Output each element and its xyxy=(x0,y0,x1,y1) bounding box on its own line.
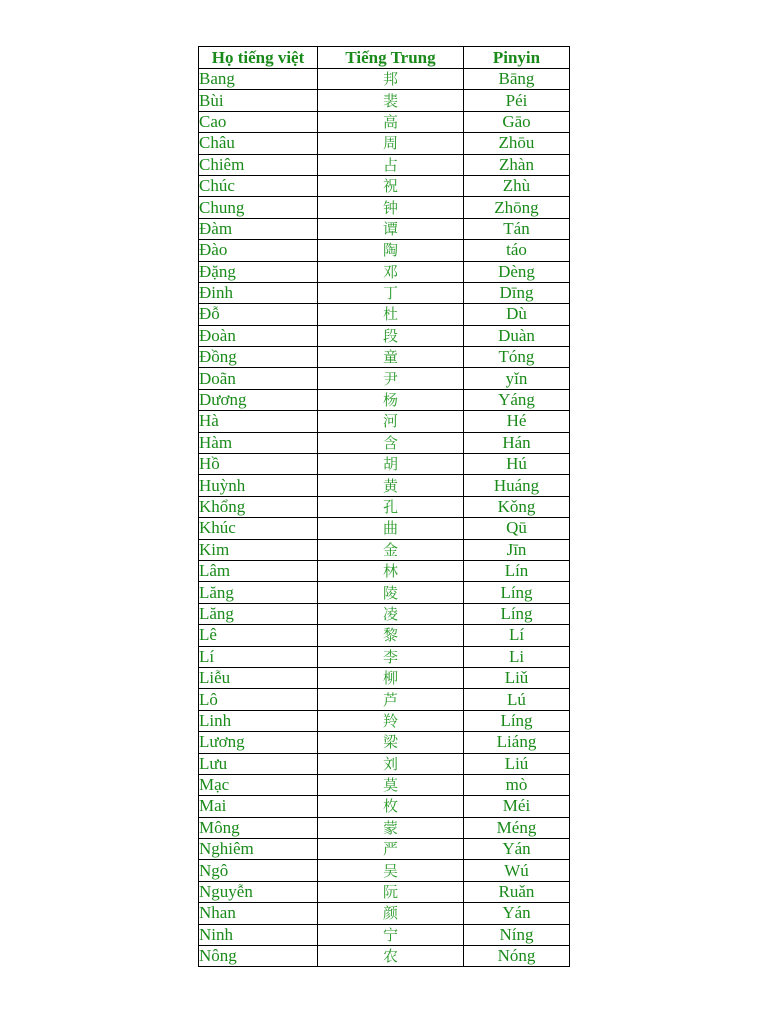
table-row xyxy=(199,839,570,860)
cell-chinese-char: 严 xyxy=(318,839,464,860)
cell-viet-name: Lâm xyxy=(199,560,318,581)
cell-pinyin: Méi xyxy=(464,796,570,817)
cell-viet-name: Cao xyxy=(199,111,318,132)
cell-chinese-char: 祝 xyxy=(318,175,464,196)
surname-table xyxy=(198,46,570,967)
table-row xyxy=(199,411,570,432)
table-row xyxy=(199,133,570,154)
cell-chinese-char: 丁 xyxy=(318,282,464,303)
cell-pinyin: Níng xyxy=(464,924,570,945)
cell-pinyin: Líng xyxy=(464,710,570,731)
cell-pinyin: Líng xyxy=(464,603,570,624)
table-body xyxy=(199,69,570,967)
table-row xyxy=(199,689,570,710)
cell-viet-name: Mạc xyxy=(199,774,318,795)
table-row xyxy=(199,475,570,496)
cell-pinyin: Lín xyxy=(464,560,570,581)
table-row xyxy=(199,389,570,410)
header-pinyin: Pinyin xyxy=(464,47,570,69)
table-row xyxy=(199,539,570,560)
cell-chinese-char: 邓 xyxy=(318,261,464,282)
cell-chinese-char: 林 xyxy=(318,560,464,581)
cell-chinese-char: 谭 xyxy=(318,218,464,239)
cell-viet-name: Lê xyxy=(199,625,318,646)
cell-chinese-char: 黄 xyxy=(318,475,464,496)
cell-viet-name: Mông xyxy=(199,817,318,838)
table-row xyxy=(199,582,570,603)
cell-viet-name: Hồ xyxy=(199,454,318,475)
cell-viet-name: Huỳnh xyxy=(199,475,318,496)
cell-chinese-char: 颜 xyxy=(318,903,464,924)
cell-pinyin: Zhōu xyxy=(464,133,570,154)
cell-viet-name: Liễu xyxy=(199,667,318,688)
cell-viet-name: Châu xyxy=(199,133,318,154)
cell-chinese-char: 宁 xyxy=(318,924,464,945)
cell-viet-name: Lí xyxy=(199,646,318,667)
cell-chinese-char: 裴 xyxy=(318,90,464,111)
cell-viet-name: Đỗ xyxy=(199,304,318,325)
cell-viet-name: Ngô xyxy=(199,860,318,881)
table-row xyxy=(199,304,570,325)
table-row xyxy=(199,753,570,774)
cell-viet-name: Nghiêm xyxy=(199,839,318,860)
cell-chinese-char: 孔 xyxy=(318,496,464,517)
table-row xyxy=(199,625,570,646)
cell-viet-name: Doãn xyxy=(199,368,318,389)
cell-viet-name: Đặng xyxy=(199,261,318,282)
table-row xyxy=(199,432,570,453)
table-row xyxy=(199,282,570,303)
cell-viet-name: Chiêm xyxy=(199,154,318,175)
cell-chinese-char: 胡 xyxy=(318,454,464,475)
cell-viet-name: Nhan xyxy=(199,903,318,924)
header-viet: Họ tiếng việt xyxy=(199,47,318,69)
cell-chinese-char: 杜 xyxy=(318,304,464,325)
table-row xyxy=(199,560,570,581)
cell-chinese-char: 童 xyxy=(318,347,464,368)
cell-viet-name: Đinh xyxy=(199,282,318,303)
cell-pinyin: Líng xyxy=(464,582,570,603)
table-row xyxy=(199,197,570,218)
cell-chinese-char: 柳 xyxy=(318,667,464,688)
cell-pinyin: Duàn xyxy=(464,325,570,346)
cell-pinyin: Qū xyxy=(464,518,570,539)
cell-chinese-char: 芦 xyxy=(318,689,464,710)
cell-chinese-char: 高 xyxy=(318,111,464,132)
cell-chinese-char: 羚 xyxy=(318,710,464,731)
cell-viet-name: Bùi xyxy=(199,90,318,111)
cell-chinese-char: 莫 xyxy=(318,774,464,795)
cell-viet-name: Dương xyxy=(199,389,318,410)
cell-pinyin: Huáng xyxy=(464,475,570,496)
cell-pinyin: Gāo xyxy=(464,111,570,132)
cell-chinese-char: 阮 xyxy=(318,881,464,902)
cell-pinyin: Jīn xyxy=(464,539,570,560)
table-row xyxy=(199,175,570,196)
table-row xyxy=(199,710,570,731)
table-row xyxy=(199,924,570,945)
cell-pinyin: Liǔ xyxy=(464,667,570,688)
cell-chinese-char: 含 xyxy=(318,432,464,453)
cell-viet-name: Nguyễn xyxy=(199,881,318,902)
cell-pinyin: Hé xyxy=(464,411,570,432)
header-row xyxy=(199,47,570,69)
table-row xyxy=(199,240,570,261)
cell-pinyin: Zhōng xyxy=(464,197,570,218)
table-row xyxy=(199,111,570,132)
cell-chinese-char: 李 xyxy=(318,646,464,667)
cell-pinyin: Péi xyxy=(464,90,570,111)
cell-pinyin: Méng xyxy=(464,817,570,838)
cell-pinyin: Wú xyxy=(464,860,570,881)
cell-viet-name: Lương xyxy=(199,732,318,753)
table-row xyxy=(199,860,570,881)
cell-pinyin: Yáng xyxy=(464,389,570,410)
header-chinese: Tiếng Trung xyxy=(318,47,464,69)
cell-pinyin: Liáng xyxy=(464,732,570,753)
cell-pinyin: Yán xyxy=(464,839,570,860)
cell-pinyin: Hú xyxy=(464,454,570,475)
cell-viet-name: Đồng xyxy=(199,347,318,368)
table-row xyxy=(199,646,570,667)
cell-viet-name: Chung xyxy=(199,197,318,218)
cell-pinyin: yǐn xyxy=(464,368,570,389)
cell-chinese-char: 陶 xyxy=(318,240,464,261)
table-row xyxy=(199,796,570,817)
cell-pinyin: Ruǎn xyxy=(464,881,570,902)
cell-chinese-char: 黎 xyxy=(318,625,464,646)
cell-chinese-char: 段 xyxy=(318,325,464,346)
table-row xyxy=(199,946,570,967)
cell-pinyin: mò xyxy=(464,774,570,795)
table-row xyxy=(199,774,570,795)
cell-viet-name: Lăng xyxy=(199,582,318,603)
cell-chinese-char: 邦 xyxy=(318,69,464,90)
cell-pinyin: Liú xyxy=(464,753,570,774)
table-row xyxy=(199,903,570,924)
cell-pinyin: Zhàn xyxy=(464,154,570,175)
cell-viet-name: Đoàn xyxy=(199,325,318,346)
table-row xyxy=(199,667,570,688)
cell-pinyin: Yán xyxy=(464,903,570,924)
cell-chinese-char: 凌 xyxy=(318,603,464,624)
cell-viet-name: Bang xyxy=(199,69,318,90)
table-row xyxy=(199,518,570,539)
cell-chinese-char: 刘 xyxy=(318,753,464,774)
table-row xyxy=(199,368,570,389)
cell-pinyin: táo xyxy=(464,240,570,261)
cell-pinyin: Dù xyxy=(464,304,570,325)
table-row xyxy=(199,218,570,239)
cell-viet-name: Lăng xyxy=(199,603,318,624)
cell-chinese-char: 金 xyxy=(318,539,464,560)
cell-chinese-char: 陵 xyxy=(318,582,464,603)
table-row xyxy=(199,347,570,368)
cell-chinese-char: 周 xyxy=(318,133,464,154)
cell-pinyin: Lú xyxy=(464,689,570,710)
cell-chinese-char: 杨 xyxy=(318,389,464,410)
cell-chinese-char: 枚 xyxy=(318,796,464,817)
cell-pinyin: Tán xyxy=(464,218,570,239)
cell-pinyin: Kǒng xyxy=(464,496,570,517)
cell-pinyin: Dīng xyxy=(464,282,570,303)
cell-viet-name: Đào xyxy=(199,240,318,261)
cell-pinyin: Lí xyxy=(464,625,570,646)
table-row xyxy=(199,817,570,838)
table-row xyxy=(199,90,570,111)
cell-chinese-char: 蒙 xyxy=(318,817,464,838)
cell-viet-name: Lô xyxy=(199,689,318,710)
table-row xyxy=(199,496,570,517)
cell-pinyin: Tóng xyxy=(464,347,570,368)
table-row xyxy=(199,154,570,175)
cell-viet-name: Mai xyxy=(199,796,318,817)
cell-chinese-char: 占 xyxy=(318,154,464,175)
table-header xyxy=(199,47,570,69)
table-row xyxy=(199,261,570,282)
table-row xyxy=(199,454,570,475)
cell-chinese-char: 农 xyxy=(318,946,464,967)
cell-viet-name: Chúc xyxy=(199,175,318,196)
cell-viet-name: Lưu xyxy=(199,753,318,774)
cell-pinyin: Dèng xyxy=(464,261,570,282)
cell-chinese-char: 尹 xyxy=(318,368,464,389)
cell-chinese-char: 曲 xyxy=(318,518,464,539)
cell-pinyin: Bāng xyxy=(464,69,570,90)
cell-viet-name: Đàm xyxy=(199,218,318,239)
cell-viet-name: Hàm xyxy=(199,432,318,453)
cell-chinese-char: 钟 xyxy=(318,197,464,218)
table-row xyxy=(199,69,570,90)
cell-viet-name: Ninh xyxy=(199,924,318,945)
cell-viet-name: Linh xyxy=(199,710,318,731)
cell-viet-name: Khúc xyxy=(199,518,318,539)
table-row xyxy=(199,732,570,753)
table-row xyxy=(199,325,570,346)
cell-pinyin: Nóng xyxy=(464,946,570,967)
cell-pinyin: Li xyxy=(464,646,570,667)
cell-viet-name: Hà xyxy=(199,411,318,432)
table-row xyxy=(199,881,570,902)
cell-chinese-char: 河 xyxy=(318,411,464,432)
cell-viet-name: Nông xyxy=(199,946,318,967)
table-row xyxy=(199,603,570,624)
cell-chinese-char: 吴 xyxy=(318,860,464,881)
cell-viet-name: Khổng xyxy=(199,496,318,517)
cell-chinese-char: 梁 xyxy=(318,732,464,753)
cell-pinyin: Zhù xyxy=(464,175,570,196)
cell-viet-name: Kim xyxy=(199,539,318,560)
cell-pinyin: Hán xyxy=(464,432,570,453)
